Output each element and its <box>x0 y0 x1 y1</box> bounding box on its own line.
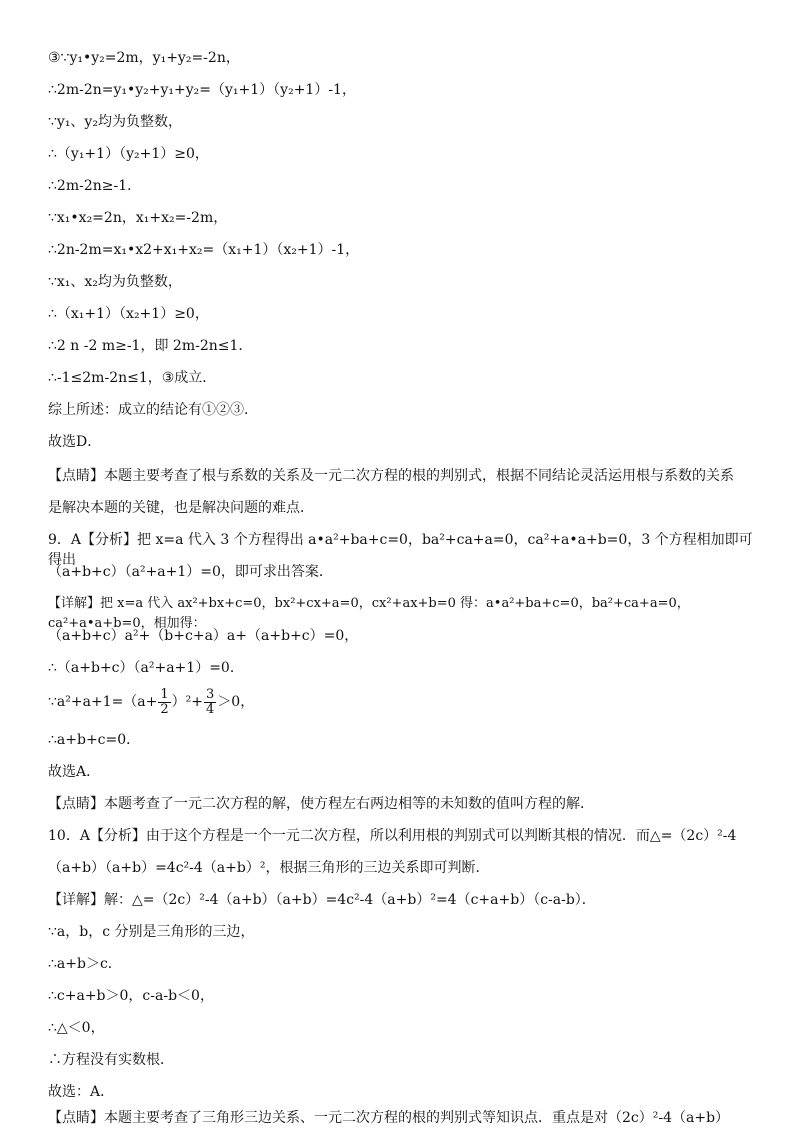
text-line: ∴△＜0， <box>48 1020 105 1036</box>
text-line: ∴a+b＞c． <box>48 956 122 972</box>
text-line: 【点睛】本题主要考查了三角形三边关系、一元二次方程的根的判别式等知识点．重点是对（2c）²-4（a+b） <box>48 1110 730 1126</box>
text-line: ∴（x₁+1）（x₂+1）≥0， <box>48 306 209 322</box>
text-line: 是解决本题的关键，也是解决问题的难点． <box>48 500 314 516</box>
text-line: 【点睛】本题主要考查了根与系数的关系及一元二次方程的根的判别式，根据不同结论灵活运用根与系数的关系 <box>48 468 734 484</box>
text-line: ∴c+a+b＞0，c-a-b＜0， <box>48 988 214 1004</box>
fraction-three-quarters <box>204 688 216 717</box>
text-line: ∵x₁、x₂均为负整数， <box>48 274 182 290</box>
formula-line <box>48 684 254 720</box>
fraction-numerator: 1 <box>160 686 169 702</box>
fraction-denominator: 4 <box>206 701 215 717</box>
text-line: 9．A【分析】把 x=a 代入 3 个方程得出 a•a²+ba+c=0，ba²+ca+a=0，ca²+a•a+b=0，3 个方程相加即可得出 <box>48 532 753 568</box>
fraction-one-half <box>158 688 170 717</box>
fraction-numerator: 3 <box>206 686 215 702</box>
text-line: ∴2m-2n=y₁•y₂+y₁+y₂=（y₁+1）（y₂+1）-1， <box>48 82 356 98</box>
text-line: ∴2n-2m=x₁•x2+x₁+x₂=（x₁+1）（x₂+1）-1， <box>48 242 360 258</box>
text-line: ∵x₁•x₂=2n，x₁+x₂=-2m， <box>48 210 228 226</box>
text-line: （a+b+c）（a²+a+1）=0，即可求出答案． <box>48 564 333 580</box>
formula-prefix: ∵a²+a+1=（a+ <box>48 694 158 710</box>
text-line: ∴-1≤2m-2n≤1，③成立． <box>48 370 217 386</box>
text-line: 【详解】把 x=a 代入 ax²+bx+c=0，bx²+cx+a=0，cx²+ax+b=0 得：a•a²+ba+c=0，ba²+ca+a=0，ca²+a•a+b=0，相加得： <box>48 596 690 631</box>
formula-suffix: ＞0， <box>217 694 255 710</box>
text-line: ∵a，b，c 分别是三角形的三边， <box>48 924 255 940</box>
text-line: 故选：A． <box>48 1084 115 1100</box>
text-line: ∴（y₁+1）（y₂+1）≥0， <box>48 146 209 162</box>
text-line: 10．A【分析】由于这个方程是一个一元二次方程，所以利用根的判别式可以判断其根的情况．而△=（2c）²-4 <box>48 828 737 844</box>
text-line: 故选D． <box>48 434 102 450</box>
text-line: （a+b+c）a²+（b+c+a）a+（a+b+c）=0， <box>48 628 359 644</box>
text-line: ∵y₁、y₂均为负整数， <box>48 114 182 130</box>
text-line: ∴2 n -2 m≥-1，即 2m-2n≤1． <box>48 338 253 354</box>
text-line: ∴方程没有实数根． <box>48 1052 174 1068</box>
text-line: 故选A． <box>48 764 101 780</box>
formula-middle: ）²+ <box>171 694 204 710</box>
text-line: （a+b）（a+b）=4c²-4（a+b）²，根据三角形的三边关系即可判断． <box>48 860 490 876</box>
text-line: ∴（a+b+c）（a²+a+1）=0． <box>48 660 244 676</box>
fraction-denominator: 2 <box>160 701 169 717</box>
text-line: 【详解】解：△=（2c）²-4（a+b）（a+b）=4c²-4（a+b）²=4（c+a+b）（c-a-b）． <box>48 892 596 908</box>
text-line: ∴a+b+c=0． <box>48 732 141 748</box>
text-line: 综上所述：成立的结论有①②③． <box>48 402 258 418</box>
text-line: ∴2m-2n≥-1． <box>48 178 142 194</box>
text-line: 【点睛】本题考查了一元二次方程的解，使方程左右两边相等的未知数的值叫方程的解． <box>48 796 594 812</box>
text-line: ③∵y₁•y₂=2m，y₁+y₂=-2n， <box>48 50 240 66</box>
